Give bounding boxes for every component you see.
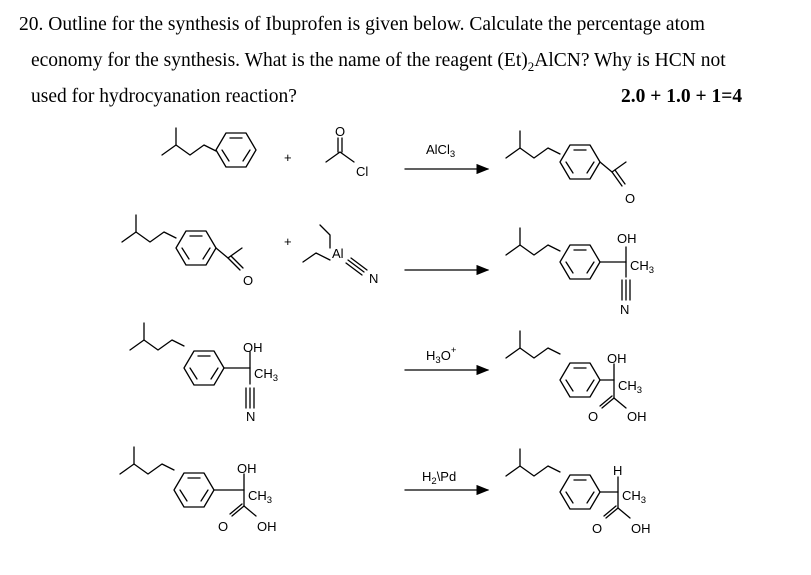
- atom-cl: Cl: [356, 164, 369, 179]
- marks-text: 2.0 + 1.0 + 1=4: [621, 86, 743, 107]
- atom-n: N: [246, 409, 256, 424]
- diethylaluminum-cyanide: [303, 225, 378, 286]
- ketone-product: [506, 131, 635, 206]
- ibuprofen-product: [506, 449, 651, 536]
- atom-o: O: [625, 191, 636, 206]
- atom-o: O: [243, 273, 254, 288]
- plus-sign: +: [284, 234, 292, 249]
- methyl-label: $CH_3$: [254, 366, 279, 384]
- methyl-label: $CH_3$: [248, 488, 273, 506]
- question-text-2: economy for the synthesis. What is the name of the reagent (Et): [31, 50, 528, 71]
- cyanohydrin-product: [506, 228, 654, 317]
- question-text-3: used for hydrocyanation reaction?: [31, 86, 297, 107]
- atom-oh: OH: [237, 461, 257, 476]
- atom-oh: OH: [617, 231, 637, 246]
- ketone-reactant: [122, 215, 253, 288]
- atom-n: N: [369, 271, 379, 286]
- methyl-label: $CH_3$: [622, 488, 647, 506]
- methyl-label: $CH_3$: [630, 258, 655, 276]
- atom-oh: OH: [631, 521, 651, 536]
- atom-oh: OH: [607, 351, 627, 366]
- atom-o: O: [335, 124, 346, 139]
- hydroxy-acid-product: [506, 331, 647, 424]
- question-text-1: 20. Outline for the synthesis of Ibuprofen is given below. Calculate the percentage atom: [19, 14, 705, 35]
- isobutylbenzene: [162, 128, 256, 167]
- atom-o: O: [588, 409, 599, 424]
- atom-n: N: [620, 302, 630, 317]
- question-text-2b: AlCN? Why is HCN not: [534, 50, 726, 71]
- reagent-h3o: $H_3O^+$: [426, 345, 457, 366]
- atom-oh: OH: [627, 409, 647, 424]
- atom-h: H: [613, 463, 623, 478]
- question-subscript: 2: [527, 58, 535, 74]
- reagent-h2-pd: $H_2\backslash Pd$: [422, 469, 457, 487]
- acetyl-chloride: [326, 124, 368, 179]
- atom-o: O: [218, 519, 229, 534]
- atom-oh: OH: [243, 340, 263, 355]
- atom-al: Al: [332, 246, 344, 261]
- cyanohydrin-reactant: [130, 323, 278, 424]
- reagent-alcl3: AlCl$_3$: [426, 142, 456, 160]
- atom-o: O: [592, 521, 603, 536]
- hydroxy-acid-reactant: [120, 447, 277, 534]
- methyl-label: $CH_3$: [618, 378, 643, 396]
- plus-sign: +: [284, 150, 292, 165]
- atom-oh: OH: [257, 519, 277, 534]
